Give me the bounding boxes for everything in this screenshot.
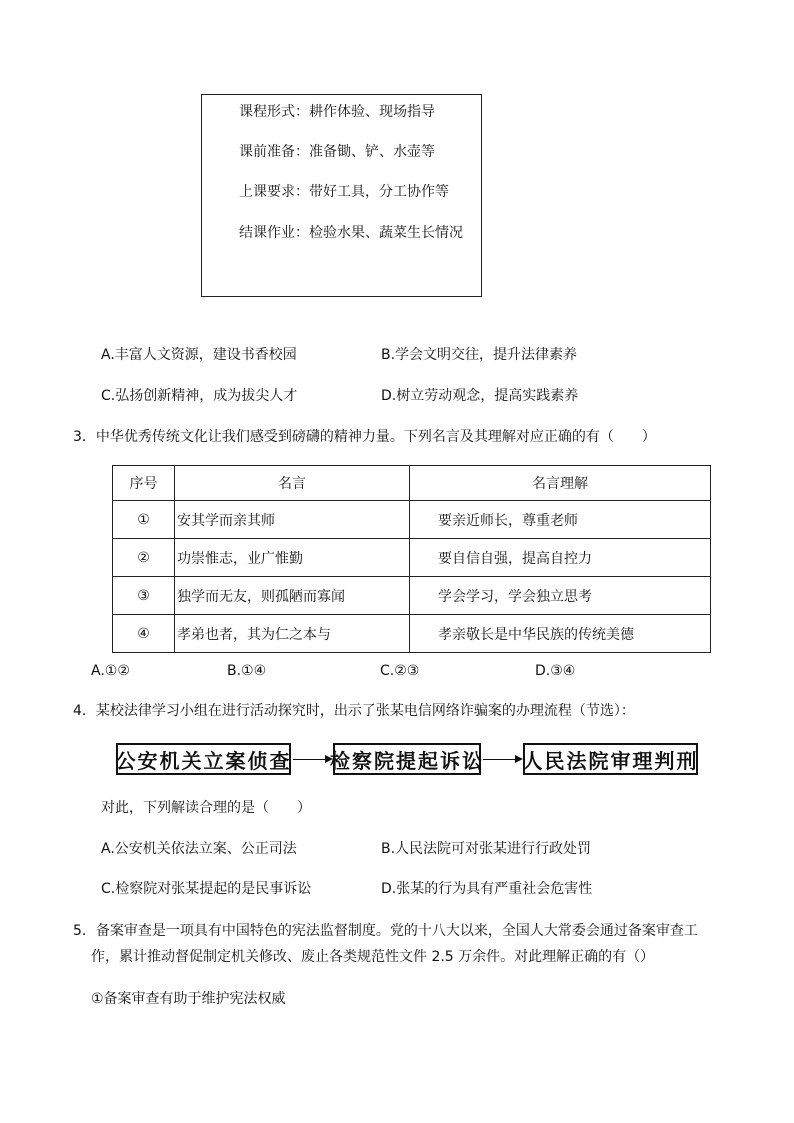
box-line: 课程形式：耕作体验、现场指导 — [239, 104, 435, 120]
course-info-box — [201, 94, 482, 297]
cell-meaning: 孝亲敬长是中华民族的传统美德 — [410, 615, 711, 653]
q4-option-d: D.张某的行为具有严重社会危害性 — [381, 881, 593, 897]
q4-option-b: B.人民法院可对张某进行行政处罚 — [381, 841, 592, 857]
q5-stem-line1: 5．备案审查是一项具有中国特色的宪法监督制度。党的十八大以来，全国人大常委会通过备案审查工 — [73, 923, 698, 939]
q4-option-a: A.公安机关依法立案、公正司法 — [101, 841, 297, 857]
cell-quote: 安其学而亲其师 — [175, 501, 410, 539]
box-line: 课前准备：准备锄、铲、水壶等 — [239, 144, 435, 160]
q4-option-c: C.检察院对张某提起的是民事诉讼 — [101, 881, 312, 897]
table-header-row — [113, 466, 711, 501]
flow-arrow-icon — [483, 759, 521, 760]
q4-subquestion: 对此，下列解读合理的是（ ） — [101, 800, 311, 816]
cell-meaning: 要亲近师长，尊重老师 — [410, 501, 711, 539]
header-meaning: 名言理解 — [410, 466, 711, 501]
cell-meaning: 学会学习，学会独立思考 — [410, 577, 711, 615]
flow-step-court: 人民法院审理判刑 — [523, 743, 698, 775]
box-line: 结课作业：检验水果、蔬菜生长情况 — [239, 225, 463, 241]
cell-quote: 孝弟也者，其为仁之本与 — [175, 615, 410, 653]
q2-option-a: A.丰富人文资源，建设书香校园 — [101, 347, 297, 363]
box-line: 上课要求：带好工具，分工协作等 — [239, 184, 449, 200]
q3-option-b: B.①④ — [227, 663, 267, 679]
q5-stem-line2: 作，累计推动督促制定机关修改、废止各类规范性文件 2.5 万余件。对此理解正确的有（） — [91, 949, 655, 965]
cell-meaning: 要自信自强，提高自控力 — [410, 539, 711, 577]
table-row — [113, 539, 711, 577]
flow-step-procuratorate: 检察院提起诉讼 — [333, 743, 481, 775]
cell-quote: 独学而无友，则孤陋而寡闻 — [175, 577, 410, 615]
cell-index: ① — [113, 501, 175, 539]
header-index: 序号 — [113, 466, 175, 501]
q3-option-d: D.③④ — [535, 663, 576, 679]
cell-index: ② — [113, 539, 175, 577]
q3-option-c: C.②③ — [380, 663, 420, 679]
flow-step-police: 公安机关立案侦查 — [116, 743, 291, 775]
q4-stem: 4．某校法律学习小组在进行活动探究时，出示了张某电信网络诈骗案的办理流程（节选）： — [73, 703, 635, 719]
cell-index: ④ — [113, 615, 175, 653]
flow-arrow-icon — [293, 759, 331, 760]
q2-option-c: C.弘扬创新精神，成为拔尖人才 — [101, 388, 298, 404]
q3-table — [112, 465, 711, 653]
q3-option-a: A.①② — [91, 663, 130, 679]
table-row — [113, 577, 711, 615]
cell-index: ③ — [113, 577, 175, 615]
q2-option-d: D.树立劳动观念，提高实践素养 — [381, 388, 579, 404]
cell-quote: 功崇惟志，业广惟勤 — [175, 539, 410, 577]
q3-stem: 3．中华优秀传统文化让我们感受到磅礴的精神力量。下列名言及其理解对应正确的有（ ） — [73, 429, 656, 445]
header-quote: 名言 — [175, 466, 410, 501]
table-row — [113, 615, 711, 653]
q2-option-b: B.学会文明交往，提升法律素养 — [381, 347, 578, 363]
table-row — [113, 501, 711, 539]
q5-item-1: ①备案审查有助于维护宪法权威 — [91, 991, 286, 1007]
